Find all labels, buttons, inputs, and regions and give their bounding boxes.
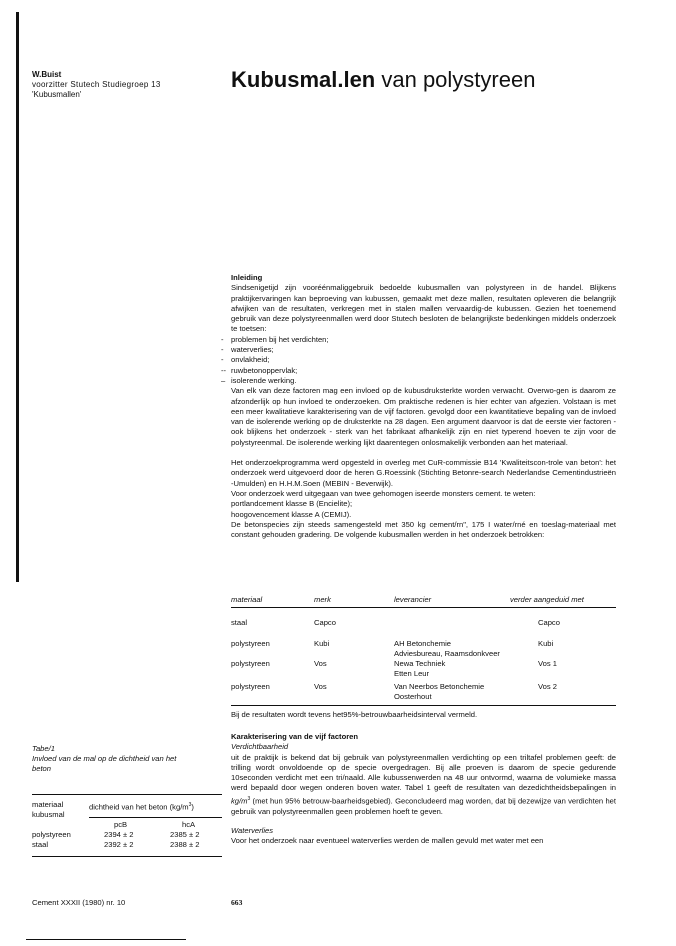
inleiding-para4-line: hoogovencement klasse A (CEMIJ). [231,509,352,519]
table-row: polystyreen Kubi AH Betonchemie Kubi [231,638,554,648]
inleiding-section [221,273,616,540]
inleiding-para5: De betonspecies zijn steeds samengesteld met 350 kg cement/rn", 175 I water/rné en toeslag-materiaal met constant gehouden gradering. De volgende kubusmallen werden in het onderzoek betrokken: [231,519,616,540]
factor-list [221,334,616,386]
author-name: W.Buist [32,70,62,79]
page-number: 663 [231,898,243,907]
table-row: Oosterhout [394,692,432,702]
author-block [32,70,161,100]
title-bold: Kubusmal.len [231,67,376,92]
author-group: 'Kubusmallen' [32,90,82,99]
table-header-cell: leverancier [394,595,432,604]
table1-subheader: pcB hcA [114,820,196,829]
moulds-table [231,595,616,721]
table-row: Adviesbureau, Raamsdonkveer [394,648,500,658]
table-row: Etten Leur [394,669,430,679]
list-item: -- ruwbetonoppervlak; [221,365,298,375]
table1-header: kubusmal [32,810,65,819]
table-row: polystyreen 2394 ± 2 2385 ± 2 [32,830,200,839]
inleiding-para4-line: portlandcement klasse B (Encielite); [231,499,353,509]
journal-footer: Cement XXXII (1980) nr. 10 [32,898,126,907]
waterverlies-para: Voor het onderzoek naar eventueel waterverlies werden de mallen gevuld met water met een [231,836,544,846]
margin-rule [16,12,19,582]
table-row: polystyreen Vos Van Neerbos Betonchemie Vos 2 [231,681,557,691]
table-row: staal 2392 ± 2 2388 ± 2 [32,840,200,849]
footer-rule [26,939,186,940]
table1 [32,794,222,857]
list-item: - problemen bij het verdichten; [221,334,329,344]
table-note: Bij de resultaten wordt tevens het95%-betrouwbaarheidsinterval vermeld. [231,710,478,720]
table-row: staal Capco Capco [231,618,560,628]
table1-caption-line: beton [32,764,52,773]
table1-label: Tabe/1 [32,744,55,753]
table1-caption-line: Invloed van de mal op de dichtheid van het [32,754,177,763]
inleiding-para3: Het onderzoekprogramma werd opgesteld in overleg met CuR-commissie B14 'Kwaliteitscon-trole van beton': het onderzoek werd uitgevoerd door de heren G.Roessink (Stichting Betonre-search Nederlandse Cementindustrieën -Umulden) en H.H.M.Soen (MEBIN - Beverwijk). [231,458,616,488]
table-header [231,595,616,605]
inleiding-heading: Inleiding [231,273,263,282]
verdichtbaarheid-para: uit de praktijk is bekend dat bij gebruik van polystyreenmallen verdichting op een triltafel problemen geeft: de trilling wordt onvoldoende op de specie overgedragen. Bij alle proeven is daarom de specie gedurende 10seconden verdicht met een tri/naald. Alle kubussenwerden na 48 uur ontvormd, waarna de volumieke massa werd bepaald door wegen onderen boven water. Tabel 1 geeft de resultaten van dezedichtheidsbepalingen in $kg/m^3$ (met hun 95% betrouw-baarheidsgebied). Geconcludeerd mag worden, dat bij dezewijze van verdichten het gebruik van polystyreenmallen geen problemen hoeft te geven. [231,752,616,816]
list-item: – isolerende werking. [221,375,297,385]
inleiding-para4-line: Voor onderzoek werd uitgegaan van twee gehomogen iseerde monsters cement. te weten: [231,488,536,498]
table-row: polystyreen Vos Newa Techniek Vos 1 [231,659,557,669]
subheading-verdichtbaarheid: Verdichtbaarheid [231,742,289,752]
table1-header: materiaal dichtheid van het beton $(kg/m^3)$ [32,800,194,812]
karakterisering-section [231,732,616,847]
list-item: - onvlakheid; [221,355,270,365]
list-item: - waterverlies; [221,345,274,355]
table1-caption [32,744,222,774]
author-affiliation: voorzitter Stutech Studiegroep 13 [32,80,161,89]
article-title [231,66,535,94]
inleiding-para1: Sindsenigetijd zijn vooréénmaliggebruik bedoelde kubusmallen van polystyreen in de handel. Blijkens praktijkervaringen kan beproeving van kubussen, gemaakt met deze mallen, resultaten opleveren die belangrijk afwijken van de resultaten, verkregen met in stalen mallen vervaardig-de kubussen. Gezien het toenemend gebruik van deze polystyreenmallen werd door Stutech besloten de belangrijkste bedenkingen middels onderzoek te toetsen: [231,283,616,334]
table-header-cell: verder aangeduid met [510,595,584,604]
subheading-waterverlies: Waterverlies [231,825,274,835]
title-rest: van polystyreen [375,67,536,92]
inleiding-para2: Van elk van deze factoren mag een invloed op de kubusdruksterkte worden verwacht. Overwo-gen is daarom ze afzonderlijk op hun invloed te onderzoeken. Om praktische redenen is hier echter van afgezien. Volstaan is met een meer kwalitatieve karakterisering van de vijf factoren. gevolgd door een kwantitatieve bepaling van de invloed van de isolerende werking op de druksterkte na 28 dagen. Een argument daarvoor is dat de eerste vier factoren - ook blijkens het onderzoek - sterk van het fabrikaat afhankelijk zijn en niet typerend hoeven te zijn voor de polystyreenmal. De isolerende werking lijkt daarentegen onlosmakelijk verbonden aan het materiaal. [231,386,616,447]
karakterisering-heading: Karakterisering van de vijf factoren [231,732,359,741]
table-header-cell: materiaal [231,595,263,604]
table-header-cell: merk [314,595,331,604]
